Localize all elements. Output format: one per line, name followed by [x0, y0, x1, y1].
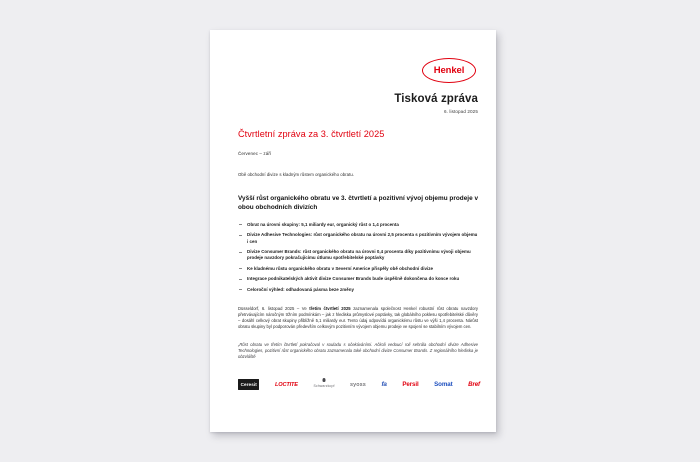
- henkel-wordmark: Henkel: [433, 65, 465, 76]
- highlights-list: [238, 222, 478, 293]
- list-item: Divize Consumer Brands: růst organického obratu na úrovni 0,4 procenta díky pozitivnímu vývoji objemu prodeje navzdory pokračujícímu útlumu spotřebitelské poptávky: [238, 249, 478, 262]
- kicker-text: Obě obchodní divize s kladným růstem organického obratu.: [238, 172, 355, 177]
- document-date: 6. listopad 2025: [443, 109, 478, 114]
- list-item: Divize Adhesive Technologies: růst organického obratu na úrovni 2,5 procenta s pozitivním vývojem objemu i cen: [238, 232, 478, 245]
- quote-paragraph: „Růst obratu ve třetím čtvrtletí pokračoval v souladu s očekáváními. Ačkoli vedoucí roli sehrála obchodní divize Adhesive Technologies, pozitivní růst organického obratu zaznamenala také obchodní divize Consumer Brands. Z regionálního hlediska je obzvláště: [238, 341, 478, 359]
- henkel-logo: [422, 58, 478, 84]
- brand-logo-schwarzkopf-label: Schwarzkopf: [313, 384, 335, 388]
- list-item: Ke kladnému růstu organického obratu v Severní Americe přispěly obě obchodní divize: [238, 266, 478, 272]
- brand-logo-strip: [238, 379, 480, 390]
- page-content: [210, 30, 496, 432]
- list-item: Obrat na úrovni skupiny: 5,1 miliardy eur, organický růst o 1,4 procenta: [238, 222, 478, 228]
- reporting-period: Červenec – září: [238, 151, 272, 156]
- page-title: Čtvrtletní zpráva za 3. čtvrtletí 2025: [238, 129, 385, 139]
- document-body: [238, 128, 478, 360]
- brand-logo-somat: Somat: [434, 380, 453, 388]
- brand-logo-ceresit: Ceresit: [238, 379, 259, 389]
- body-paragraph-suffix: zaznamenala společnost Henkel robustní růst obratu navzdory přetrvávajícím náročným tržním podmínkám – jak z hlediska průmyslové poptávky, tak globálního poklesu spotřebitelské důvěry – dosáhl celkový obrat skupiny přibližně 5,1 miliardy eur. Tento údaj odpovídá organickému růstu ve výši 1,4 procenta. Nárůst obratu skupiny byl podporován především celkovým pozitivním vývojem objemu prodeje ve spojení se stabilním vývojem cen.: [238, 306, 478, 330]
- press-release-page: [210, 30, 496, 432]
- list-item: Celoroční výhled: odhadovaná pásma beze změny: [238, 287, 478, 293]
- document-header: [278, 92, 478, 114]
- list-item: Integrace podnikatelských aktivit divize Consumer Brands bude úspěšně dokončena do konce roku: [238, 276, 478, 282]
- brand-logo-loctite: LOCTITE: [275, 381, 298, 388]
- brand-logo-syoss: syoss: [350, 381, 366, 388]
- brand-logo-persil: Persil: [402, 380, 419, 388]
- body-paragraph: [238, 306, 478, 330]
- body-paragraph-emphasis: třetím čtvrtletí 2025: [309, 306, 351, 312]
- document-kind-label: Tisková zpráva: [394, 93, 478, 105]
- lede-heading: Vyšší růst organického obratu ve 3. čtvrtletí a pozitivní vývoj objemu prodeje v obou obchodních divizích: [238, 195, 479, 212]
- body-paragraph-prefix: Düsseldorf, 6. listopad 2025 – Ve: [238, 306, 310, 312]
- brand-logo-bref: Bref: [468, 380, 480, 388]
- schwarzkopf-head-icon: [323, 378, 326, 382]
- brand-logo-fa: fa: [381, 380, 387, 388]
- brand-logo-schwarzkopf: [313, 379, 334, 390]
